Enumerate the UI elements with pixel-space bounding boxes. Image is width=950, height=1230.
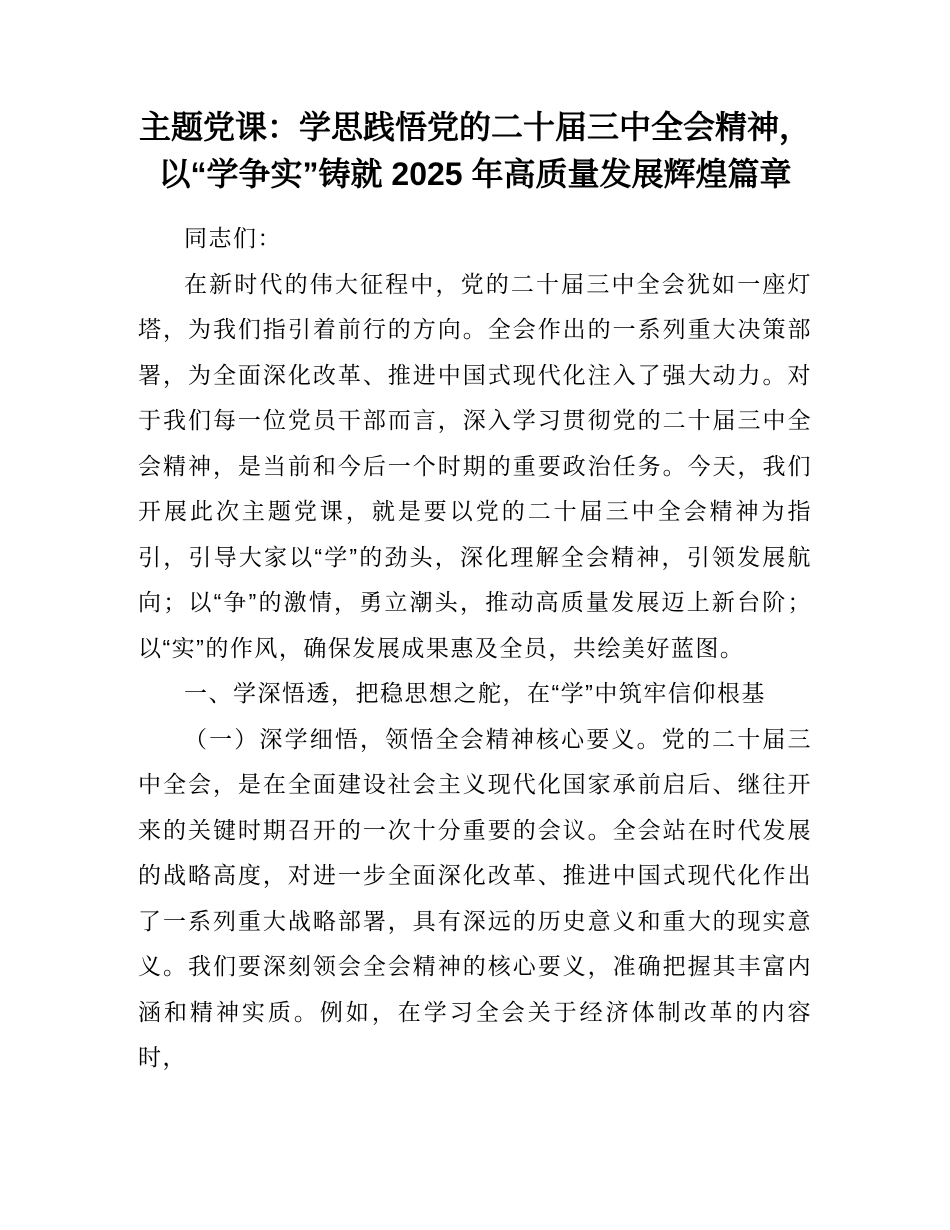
section-heading-1: 一、学深悟透，把稳思想之舵，在“学”中筑牢信仰根基 (184, 680, 766, 706)
paragraph-section-1-1: （一）深学细悟，领悟全会精神核心要义。党的二十届三中全会，是在全面建设社会主义现代化国家承前启后、继往开来的关键时期召开的一次十分重要的会议。全会站在时代发展的战略高度，对进一步全面深化改革、推进中国式现代化作出了一系列重大战略部署，具有深远的历史意义和重大的现实意义。我们要深刻领会全会精神的核心要义，准确把握其丰富内涵和精神实质。例如，在学习全会关于经济体制改革的内容时， (138, 725, 812, 1070)
title-line-1: 主题党课：学思践悟党的二十届三中全会精神， (138, 109, 811, 145)
document-title (138, 104, 812, 198)
salutation: 同志们： (184, 225, 282, 251)
title-line-2: 以“学争实”铸就 2025 年高质量发展辉煌篇章 (158, 156, 792, 192)
paragraph-introduction: 在新时代的伟大征程中，党的二十届三中全会犹如一座灯塔，为我们指引着前行的方向。全会作出的一系列重大决策部署，为全面深化改革、推进中国式现代化注入了强大动力。对于我们每一位党员干部而言，深入学习贯彻党的二十届三中全会精神，是当前和今后一个时期的重要政治任务。今天，我们开展此次主题党课，就是要以党的二十届三中全会精神为指引，引导大家以“学”的劲头，深化理解全会精神，引领发展航向；以“争”的激情，勇立潮头，推动高质量发展迈上新台阶；以“实”的作风，确保发展成果惠及全员，共绘美好蓝图。 (138, 270, 812, 661)
